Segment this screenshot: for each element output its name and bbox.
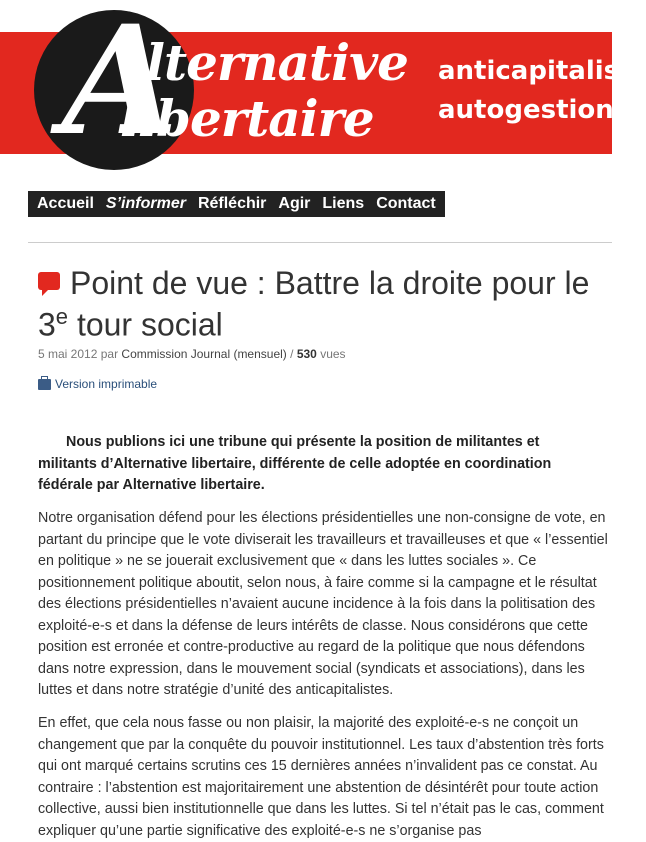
- title-text-part1: Point de vue : Battre la droite pour le 3: [38, 265, 590, 343]
- nav-item-accueil[interactable]: Accueil: [37, 195, 94, 212]
- view-label: vues: [320, 347, 346, 361]
- logo-text-line2: libertaire: [120, 89, 374, 148]
- article-date: 5 mai 2012: [38, 347, 98, 361]
- view-count: 530: [296, 347, 317, 361]
- printer-icon: [38, 379, 51, 390]
- speech-bubble-icon: [38, 272, 60, 290]
- print-version-link[interactable]: [38, 377, 157, 391]
- tagline-anticapitalism: anticapitalism: [438, 56, 646, 86]
- site-banner[interactable]: [0, 0, 646, 172]
- main-nav: [28, 191, 445, 217]
- logo-text-line1: lternative: [146, 33, 408, 92]
- meta-by: par: [100, 347, 119, 361]
- meta-separator: /: [290, 347, 294, 361]
- print-version-label: Version imprimable: [55, 377, 158, 391]
- title-superscript: e: [55, 304, 69, 329]
- divider: [28, 242, 612, 243]
- nav-item-liens[interactable]: Liens: [322, 195, 365, 212]
- nav-item-sinformer[interactable]: S’informer: [105, 195, 186, 212]
- article-paragraph: Notre organisation défend pour les élections présidentielles une non-consigne de vote, en partant du principe que le vote diviserait les travailleurs et travailleuses et que « l’essentiel en politique » ne se jouerait exclusivement que « dans les luttes sociales ». Ce positionnement politique aboutit, selon nous, à faire comme si la campagne et le résultat des élections présidentielles n’avaient aucune incidence à la fois dans la politisation des exploité-e-s et dans la défense de leurs intérêts de classe. Nous considérons que cette position est erronée et contre-productive au regard de la politique que nous défendons dans notre expression, dans le mouvement social (syndicats et associations), dans les luttes et dans notre stratégie d’unité des anticapitalistes.: [38, 510, 608, 698]
- tagline-autogestion: autogestion: [438, 95, 614, 125]
- article-author[interactable]: Commission Journal (mensuel): [121, 347, 287, 361]
- article-lead: Nous publions ici une tribune qui présente la position de militantes et militants d’Alternative libertaire, différente de celle adoptée en coordination fédérale par Alternative libertaire.: [38, 434, 552, 493]
- nav-item-reflechir[interactable]: Réfléchir: [197, 195, 267, 212]
- article-paragraph: En effet, que cela nous fasse ou non plaisir, la majorité des exploité-e-s ne conçoit un changement que par la conquête du pouvoir institutionnel. Les taux d’abstention très forts qui ont marqué certains scrutins ces 15 dernières années n’invalident pas ce constat. Au contraire : l’abstention est majoritairement une abstention de désintérêt pour toute action collective, aussi bien institutionnelle que dans les luttes. Si tel n’était pas le cas, comment expliquer qu’une partie significative des exploité-e-s ne s’organise pas: [38, 715, 604, 839]
- nav-item-agir[interactable]: Agir: [278, 195, 311, 212]
- article-meta: [38, 347, 346, 361]
- logo-letter: A: [62, 0, 179, 169]
- article-title: [38, 266, 608, 342]
- nav-item-contact[interactable]: Contact: [376, 195, 436, 212]
- title-text-part2: tour social: [68, 306, 223, 343]
